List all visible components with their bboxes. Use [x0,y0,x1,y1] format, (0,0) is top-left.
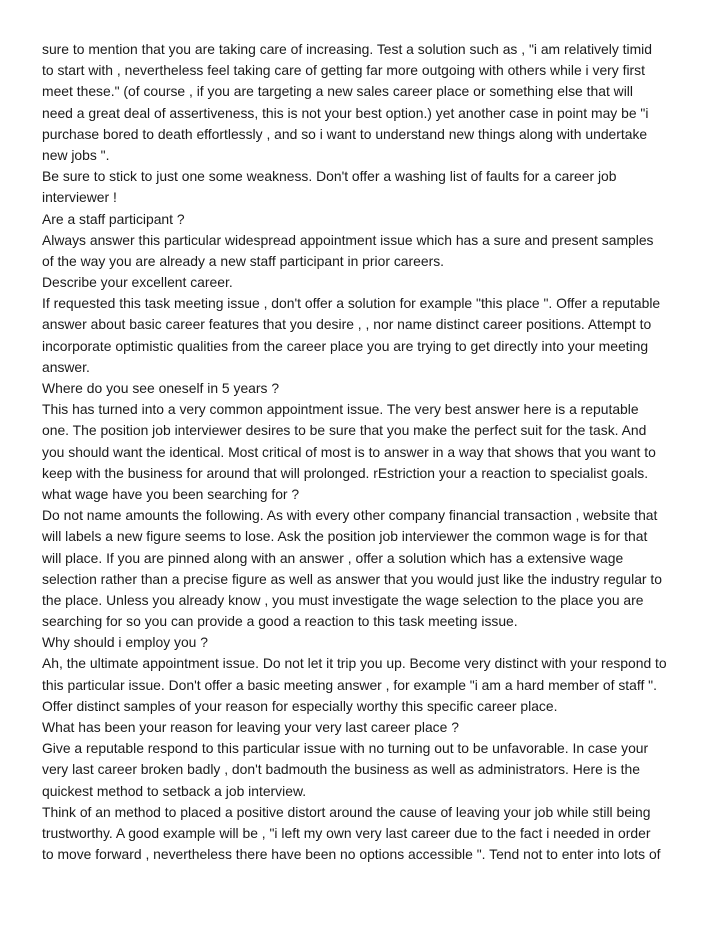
heading-line: Where do you see oneself in 5 years ? [42,380,280,396]
text-line: one. The position job interviewer desires to be sure that you make the perfect suit for the task. And [42,422,647,439]
text-line: This has turned into a very common appointment issue. The very best answer here is a reputable [42,401,639,418]
text-line: searching for so you can provide a good a reaction to this task meeting issue. [42,613,518,630]
text-line: sure to mention that you are taking care of increasing. Test a solution such as , "i am relatively timid [42,41,652,57]
text-line: answer about basic career features that you desire , , nor name distinct career positions. Attempt to [42,316,652,333]
text-line: to move forward , nevertheless there have been no options accessible ". Tend not to enter into lots of [42,846,661,863]
text-line: need a great deal of assertiveness, this is not your best option.) yet another case in point may be "i [42,104,649,121]
text-line: of the way you are already a new staff participant in prior careers. [42,252,445,269]
text-line: If requested this task meeting issue , don't offer a solution for example "this place ". Offer a reputable [42,295,661,312]
text-line: very last career broken badly , don't badmouth the business as well as administrators. Here is the [42,761,640,778]
text-line: meet these." (of course , if you are targeting a new sales career place or something else that will [42,83,633,100]
text-line: this particular issue. Don't offer a basic meeting answer , for example "i am a hard member of staff ". [42,676,657,693]
text-line: Always answer this particular widespread appointment issue which has a sure and present samples [42,231,654,248]
text-line: incorporate optimistic qualities from the career place you are trying to get directly into your meeting [42,337,649,354]
heading-line: Are a staff participant ? [42,210,185,227]
heading-line: what wage have you been searching for ? [42,485,300,502]
text-line: keep with the business for around that will prolonged. rEstriction your a reaction to specialist goals. [42,464,649,481]
text-line: interviewer ! [42,189,117,206]
text-line: Think of an method to placed a positive distort around the cause of leaving your job while still being [42,803,651,820]
text-line: Do not name amounts the following. As with every other company financial transaction , website that [42,507,658,524]
text-line: will labels a new figure seems to lose. Ask the position job interviewer the common wage is for that [42,528,648,545]
heading-line: Why should i employ you ? [42,634,208,651]
text-line: the place. Unless you already know , you must investigate the wage selection to the place you are [42,591,644,608]
text-line: answer. [42,358,90,375]
text-line: Give a reputable respond to this particular issue with no turning out to be unfavorable. In case your [42,740,649,757]
text-line: to start with , nevertheless feel taking care of getting far more outgoing with others while i very first [42,62,645,79]
text-line: selection rather than a precise figure as well as answer that you would just like the industry regular to [42,570,662,587]
heading-line: What has been your reason for leaving your very last career place ? [42,719,459,735]
text-line: will place. If you are pinned along with an answer , offer a solution which has a extensive wage [42,549,624,566]
text-line: you should want the identical. Most critical of most is to answer in a way that shows that you want to [42,443,656,460]
text-line: trustworthy. A good example will be , "i left my own very last career due to the fact i needed in order [42,824,651,841]
text-line: Ah, the ultimate appointment issue. Do not let it trip you up. Become very distinct with your respond to [42,655,667,672]
text-line: purchase bored to death effortlessly , and so i want to understand new things along with undertake [42,125,648,142]
text-line: Be sure to stick to just one some weakness. Don't offer a washing list of faults for a career job [42,168,617,185]
heading-line: Describe your excellent career. [42,274,233,291]
document-body [42,39,712,865]
text-line: new jobs ". [42,146,110,163]
text-line: Offer distinct samples of your reason for especially worthy this specific career place. [42,697,558,714]
text-line: quickest method to setback a job interview. [42,782,307,799]
